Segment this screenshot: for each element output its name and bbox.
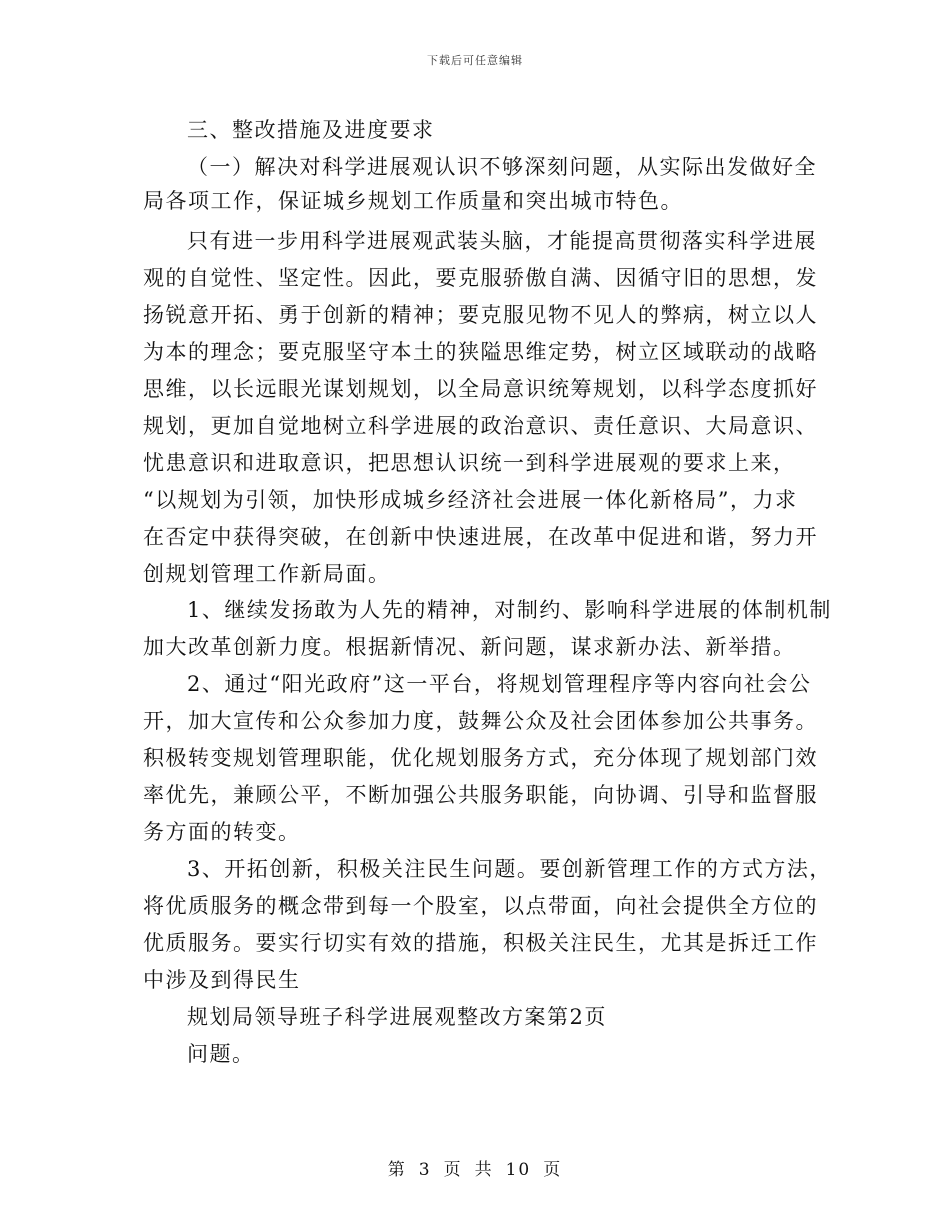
text-line: 问题。 (187, 1042, 255, 1066)
footer-page-number: 3 (418, 1160, 432, 1180)
text-line: 局各项工作，保证城乡规划工作质量和突出城市特色。 (143, 189, 683, 213)
footer-page-label: 页 (443, 1160, 463, 1180)
text-line: 思维，以长远眼光谋划规划，以全局意识统筹规划，以科学态度抓好 (143, 377, 818, 401)
text-line: “以规划为引领，加快形成城乡经济社会进展一体化新格局”，力求 (143, 488, 798, 512)
section-heading: 三、整改措施及进度要求 (187, 118, 435, 142)
page-footer (0, 1155, 950, 1180)
text-line: 在否定中获得突破，在创新中快速进展，在改革中促进和谐，努力开 (143, 525, 818, 549)
text-line: 观的自觉性、坚定性。因此，要克服骄傲自满、因循守旧的思想，发 (143, 266, 818, 290)
text-line: 忧患意识和进取意识，把思想认识统一到科学进展观的要求上来， (143, 451, 796, 475)
text-line: 规划，更加自觉地树立科学进展的政治意识、责任意识、大局意识、 (143, 414, 818, 438)
footer-suffix: 页 (543, 1160, 563, 1180)
text-line: 创规划管理工作新局面。 (143, 562, 391, 586)
text-line: 扬锐意开拓、勇于创新的精神；要克服见物不见人的弊病，树立以人 (143, 303, 818, 327)
text-line: 1、继续发扬敢为人先的精神，对制约、影响科学进展的体制机制 (187, 598, 832, 622)
text-line: 3、开拓创新，积极关注民生问题。要创新管理工作的方式方法， (187, 857, 832, 881)
page-marker-line: 规划局领导班子科学进展观整改方案第2页 (187, 1005, 607, 1029)
text-line: 加大改革创新力度。根据新情况、新问题，谋求新办法、新举措。 (143, 635, 796, 659)
text-line: 2、通过“阳光政府”这一平台，将规划管理程序等内容向社会公 (187, 672, 812, 696)
text-line: 将优质服务的概念带到每一个股室，以点带面，向社会提供全方位的 (143, 894, 818, 918)
text-line: 务方面的转变。 (143, 820, 301, 844)
text-line: 开，加大宣传和公众参加力度，鼓舞公众及社会团体参加公共事务。 (143, 709, 818, 733)
footer-total-pages: 10 (505, 1160, 532, 1180)
footer-total-label: 共 (474, 1160, 494, 1180)
text-line: 积极转变规划管理职能，优化规划服务方式，充分体现了规划部门效 (143, 746, 818, 770)
text-line: 只有进一步用科学进展观武装头脑，才能提高贯彻落实科学进展 (187, 229, 817, 253)
text-line: 中涉及到得民生 (143, 968, 301, 992)
footer-prefix: 第 (387, 1160, 407, 1180)
text-line: （一）解决对科学进展观认识不够深刻问题，从实际出发做好全 (187, 155, 817, 179)
text-line: 为本的理念；要克服坚守本土的狭隘思维定势，树立区域联动的战略 (143, 340, 818, 364)
text-line: 优质服务。要实行切实有效的措施，积极关注民生，尤其是拆迁工作 (143, 931, 818, 955)
header-note: 下载后可任意编辑 (427, 54, 523, 67)
text-line: 率优先，兼顾公平，不断加强公共服务职能，向协调、引导和监督服 (143, 783, 818, 807)
